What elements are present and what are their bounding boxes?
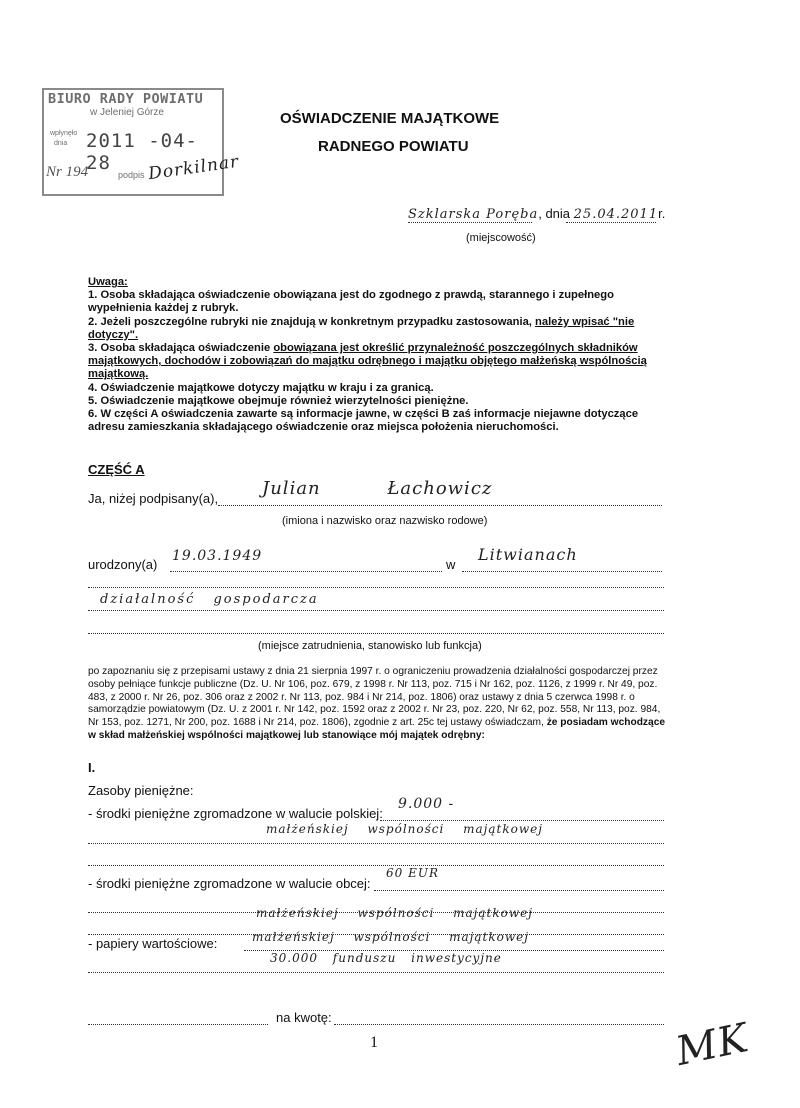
securities-label: - papiery wartościowe: <box>88 936 218 951</box>
foreign-note: małżeńskiej wspólności majątkowej <box>256 906 533 920</box>
legal-bold: że posiadam wchodzące w skład małżeńskiej wspólności majątkowej lub stanowiące mój majątek odrębny: <box>88 717 666 741</box>
document-title: OŚWIADCZENIE MAJĄTKOWE <box>280 110 500 127</box>
note-4: 4. Oświadczenie majątkowe dotyczy majątku w kraju i za granicą. <box>88 381 434 394</box>
name-caption: (imiona i nazwisko oraz nazwisko rodowe) <box>282 515 488 527</box>
born-place: Litwianach <box>478 545 578 564</box>
place-caption: (miejscowość) <box>466 232 536 244</box>
stamp-office: BIURO RADY POWIATU <box>48 91 204 107</box>
note-3-emphasis: obowiązana jest określić przynależność poszczególnych składników majątkowych, dochodów i zobowiązań do majątku odrębnego i majątku objętego małżeńską wspólnością majątkową. <box>88 342 647 381</box>
note-2-text: 2. Jeżeli poszczególne rubryki nie znajdują w konkretnym przypadku zastosowania, <box>88 315 532 328</box>
employment-value: działalność gospodarcza <box>100 592 319 607</box>
note-6: 6. W części A oświadczenia zawarte są informacje jawne, w części B zaś informacje niejawne dotyczące adresu zamieszkania składającego oświadczenie oraz miejsca położenia nieruchomości. <box>88 408 639 434</box>
notes-heading: Uwaga: <box>88 276 128 288</box>
stamp-date-label: dnia <box>54 140 68 147</box>
securities-dots-2 <box>88 972 664 973</box>
note-1: 1. Osoba składająca oświadczenie obowiązana jest do zgodnego z prawdą, starannego i zupełnego wypełnienia każdej z rubryk. <box>88 289 614 315</box>
section-1-heading: Zasoby pieniężne: <box>88 783 194 798</box>
pln-label: - środki pieniężne zgromadzone w walucie polskiej: <box>88 806 383 821</box>
receipt-stamp <box>42 88 241 196</box>
born-date-dots <box>170 571 442 572</box>
page-number: 1 <box>370 1034 378 1051</box>
pln-dots <box>380 820 664 821</box>
amount-dots-left <box>88 1024 268 1025</box>
amount-dots-right <box>334 1024 664 1025</box>
foreign-dots <box>374 890 664 891</box>
employment-dots-2 <box>88 610 664 611</box>
securities-value: 30.000 funduszu inwestycyjne <box>270 951 502 965</box>
stamp-date: 2011 -04- 28 <box>86 130 198 174</box>
stamp-location: w Jeleniej Górze <box>90 107 164 118</box>
securities-note: małżeńskiej wspólności majątkowej <box>252 930 529 944</box>
section-1-numeral: I. <box>88 760 96 775</box>
note-3-text: 3. Osoba składająca oświadczenie <box>88 342 271 355</box>
pln-dots-2 <box>88 843 664 844</box>
employment-dots-1 <box>88 587 664 588</box>
place-value: Szklarska Poręba <box>408 207 539 222</box>
place-dots <box>408 222 532 223</box>
document-subtitle: RADNEGO POWIATU <box>318 138 469 155</box>
amount-label: na kwotę: <box>276 1010 332 1025</box>
legal-text: po zapoznaniu się z przepisami ustawy z dnia 21 sierpnia 1997 r. o ograniczeniu prowadzenia działalności gospodarczej przez osoby pełniące funkcje publiczne (Dz. U. Nr 106, poz. 679, z 1998 r. Nr 113, poz. 715 i Nr 162, poz. 1126, z 1999 r. Nr 49, poz. 483, z 2000 r. Nr 26, poz. 306 oraz z 2002 r. Nr 113, poz. 984 i Nr 214, poz. 1806) oraz ustawy z dnia 5 czerwca 1998 r. o samorządzie powiatowym (Dz. U. z 2001 r. Nr 142, poz. 1592 oraz z 2002 r. Nr 23, poz. 220, Nr 62, poz. 558, Nr 113, poz. 984, Nr 153, poz. 1271, Nr 200, poz. 1688 i Nr 214, poz. 1806), zgodnie z art. 25c tej ustawy oświadczam, <box>88 666 661 729</box>
place-date-line <box>408 206 672 222</box>
initials-signature: MK <box>672 1014 753 1076</box>
born-label: urodzony(a) <box>88 557 158 572</box>
pln-dots-3 <box>88 865 664 866</box>
stamp-signature: Dorkilnar <box>147 151 241 185</box>
declarant-label: Ja, niżej podpisany(a), <box>88 491 219 506</box>
note-5: 5. Oświadczenie majątkowe obejmuje również wierzytelności pieniężne. <box>88 394 469 407</box>
employment-dots-3 <box>88 633 664 634</box>
note-3 <box>88 342 672 382</box>
declarant-dots <box>218 505 662 506</box>
pln-note: małżeńskiej wspólności majątkowej <box>266 822 543 836</box>
declarant-name: Julian Łachowicz <box>262 478 493 499</box>
employment-caption: (miejsce zatrudnienia, stanowisko lub funkcja) <box>258 640 482 652</box>
born-date: 19.03.1949 <box>172 548 263 564</box>
part-a-heading: CZĘŚĆ A <box>88 462 145 477</box>
stamp-number: Nr 194 <box>46 164 89 180</box>
note-2-emphasis: należy wpisać "nie dotyczy". <box>88 315 635 341</box>
foreign-label: - środki pieniężne zgromadzone w walucie obcej: <box>88 876 371 891</box>
legal-statement <box>88 666 666 743</box>
pln-value: 9.000 - <box>398 796 455 812</box>
date-dots <box>566 222 656 223</box>
note-2 <box>88 316 672 342</box>
date-separator: , dnia <box>538 206 571 221</box>
stamp-received-label: wpłynęło <box>50 130 78 137</box>
date-suffix: r. <box>658 206 666 221</box>
date-value: 25.04.2011 <box>573 207 659 222</box>
stamp-signature-label: podpis <box>118 170 145 180</box>
instructions-block <box>88 276 672 434</box>
born-place-dots <box>462 571 662 572</box>
foreign-value: 60 EUR <box>386 866 439 880</box>
born-in-label: w <box>446 557 456 572</box>
